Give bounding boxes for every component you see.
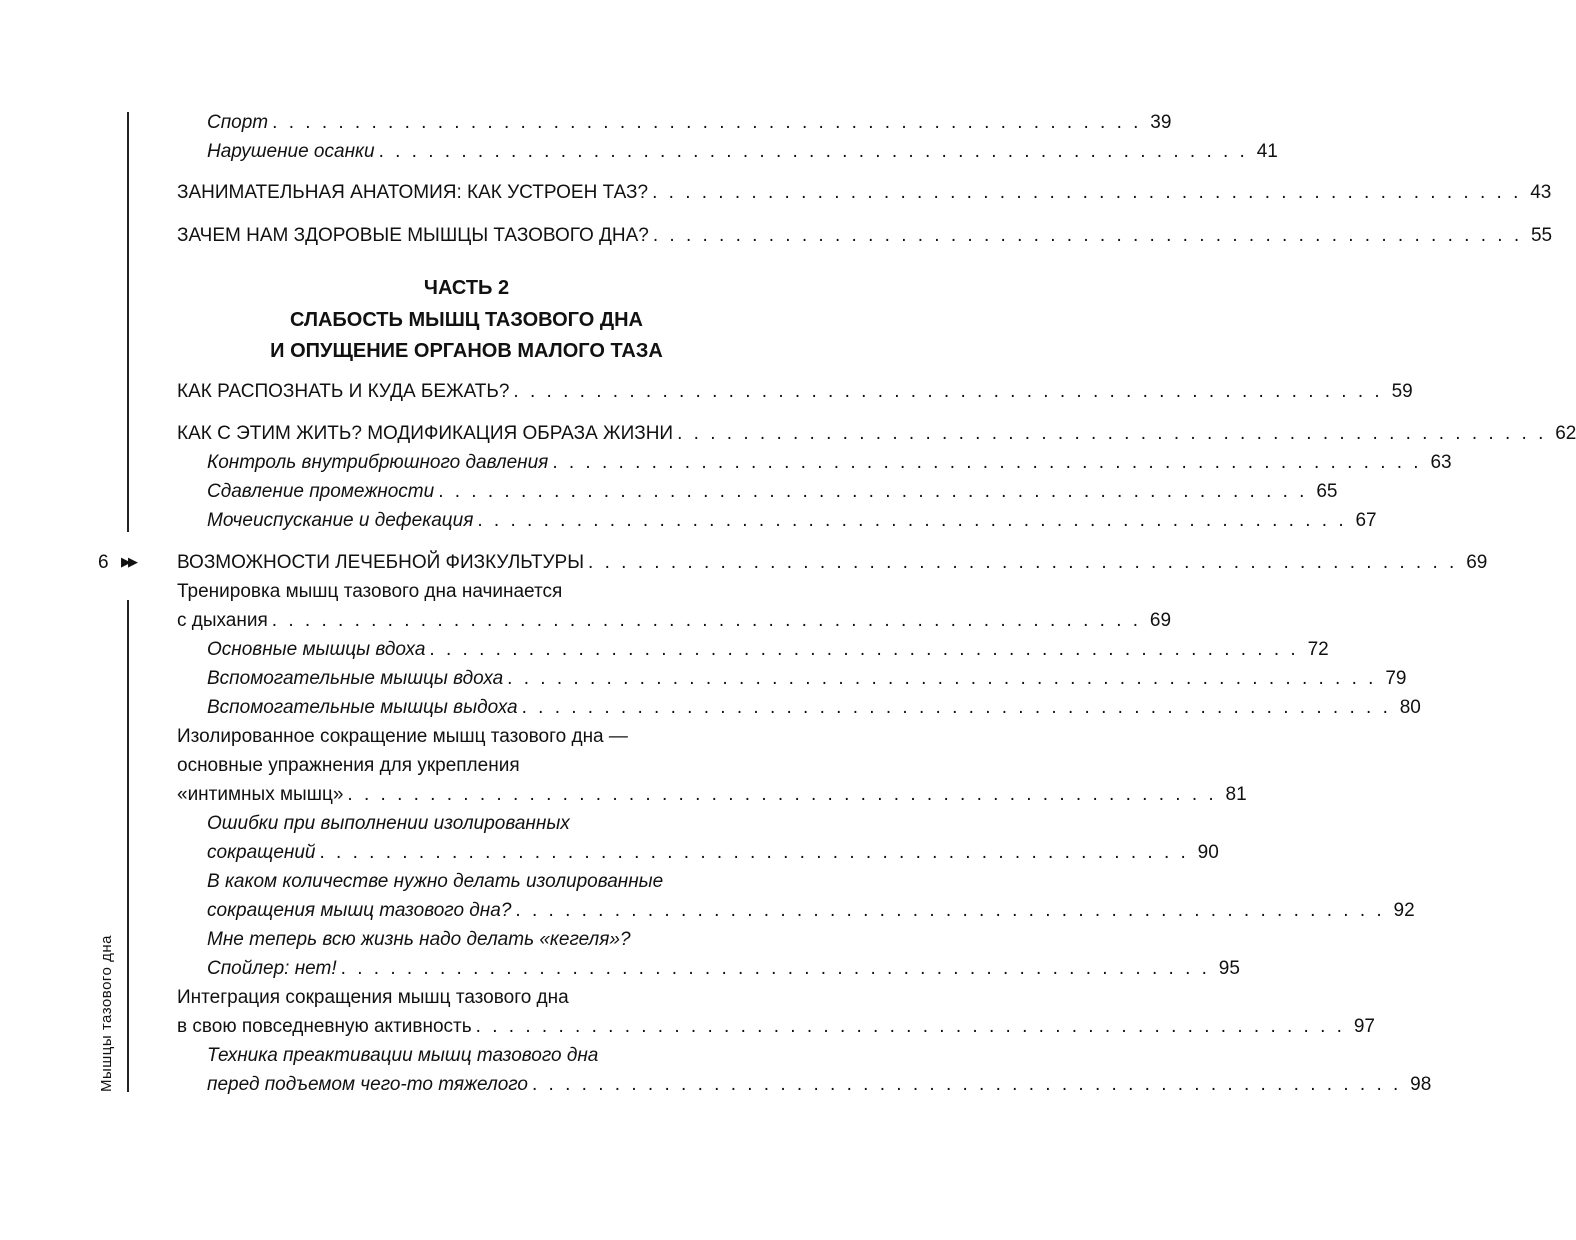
toc-entry-anatomy[interactable]: ЗАНИМАТЕЛЬНАЯ АНАТОМИЯ: КАК УСТРОЕН ТАЗ? . . . . . . . . . . . . . . . . . . . . . . . . . . . . . . . . . . . . . . . . . . . . . . . . . . . . . 43 <box>177 182 1552 203</box>
toc-entry-breathing[interactable]: Тренировка мышц тазового дна начинается с дыхания . . . . . . . . . . . . . . . . . . . . . . . . . . . . . . . . . . . . . . . . . . . . . . . . . . . . . 69 <box>177 581 1172 631</box>
part-heading-title-line2: И ОПУЩЕНИЕ ОРГАНОВ МАЛОГО ТАЗА <box>270 340 663 362</box>
toc-entry-perineum[interactable]: Сдавление промежности . . . . . . . . . . . . . . . . . . . . . . . . . . . . . . . . . . . . . . . . . . . . . . . . . . . . . 65 <box>207 481 1338 502</box>
toc-entry-kegel[interactable]: Мне теперь всю жизнь надо делать «кегеля»? Спойлер: нет! . . . . . . . . . . . . . . . . . . . . . . . . . . . . . . . . . . . . . . . . . . . . . . . . . . . . . 95 <box>207 929 1240 979</box>
toc-entry-inhale-aux[interactable]: Вспомогательные мышцы вдоха . . . . . . . . . . . . . . . . . . . . . . . . . . . . . . . . . . . . . . . . . . . . . . . . . . . . . 79 <box>207 668 1407 689</box>
toc-entry-sport[interactable]: Спорт . . . . . . . . . . . . . . . . . . . . . . . . . . . . . . . . . . . . . . . . . . . . . . . . . . . . . 39 <box>207 112 1172 133</box>
toc-entry-live[interactable]: КАК С ЭТИМ ЖИТЬ? МОДИФИКАЦИЯ ОБРАЗА ЖИЗНИ . . . . . . . . . . . . . . . . . . . . . . . . . . . . . . . . . . . . . . . . . . . . . . . . . . . . . 62 <box>177 423 1576 444</box>
toc-entry-isolated[interactable]: Изолированное сокращение мышц тазового дна — основные упражнения для укрепления «интимных мышц» . . . . . . . . . . . . . . . . . . . . . . . . . . . . . . . . . . . . . . . . . . . . . . . . . . . . . 81 <box>177 726 1247 805</box>
page-number: 6 <box>98 552 109 573</box>
toc-entry-posture[interactable]: Нарушение осанки . . . . . . . . . . . . . . . . . . . . . . . . . . . . . . . . . . . . . . . . . . . . . . . . . . . . . 41 <box>207 141 1278 162</box>
toc-entry-urination[interactable]: Мочеиспускание и дефекация . . . . . . . . . . . . . . . . . . . . . . . . . . . . . . . . . . . . . . . . . . . . . . . . . . . . . 67 <box>207 510 1377 531</box>
toc-entry-why[interactable]: ЗАЧЕМ НАМ ЗДОРОВЫЕ МЫШЦЫ ТАЗОВОГО ДНА? . . . . . . . . . . . . . . . . . . . . . . . . . . . . . . . . . . . . . . . . . . . . . . . . . . . . . 55 <box>177 225 1553 246</box>
margin-rule-top <box>127 112 129 532</box>
toc-entry-lfk[interactable]: ВОЗМОЖНОСТИ ЛЕЧЕБНОЙ ФИЗКУЛЬТУРЫ . . . . . . . . . . . . . . . . . . . . . . . . . . . . . . . . . . . . . . . . . . . . . . . . . . . . . 69 <box>177 552 1488 573</box>
toc-entry-inhale-main[interactable]: Основные мышцы вдоха . . . . . . . . . . . . . . . . . . . . . . . . . . . . . . . . . . . . . . . . . . . . . . . . . . . . . 72 <box>207 639 1329 660</box>
toc-entry-integration[interactable]: Интеграция сокращения мышц тазового дна в свою повседневную активность . . . . . . . . . . . . . . . . . . . . . . . . . . . . . . . . . . . . . . . . . . . . . . . . . . . . . 97 <box>177 987 1375 1037</box>
toc-entry-quantity[interactable]: В каком количестве нужно делать изолированные сокращения мышц тазового дна? . . . . . . . . . . . . . . . . . . . . . . . . . . . . . . . . . . . . . . . . . . . . . . . . . . . . . 92 <box>207 871 1415 921</box>
page-arrows-icon: ▶▶ <box>121 554 135 569</box>
margin-rule-bottom <box>127 600 129 1092</box>
part-heading-number: ЧАСТЬ 2 <box>423 277 510 299</box>
running-side-title: Мышцы тазового дна <box>98 935 115 1092</box>
toc-entry-preactivation[interactable]: Техника преактивации мышц тазового дна перед подъемом чего-то тяжелого . . . . . . . . . . . . . . . . . . . . . . . . . . . . . . . . . . . . . . . . . . . . . . . . . . . . . 98 <box>207 1045 1432 1095</box>
toc-entry-pressure[interactable]: Контроль внутрибрюшного давления . . . . . . . . . . . . . . . . . . . . . . . . . . . . . . . . . . . . . . . . . . . . . . . . . . . . . 63 <box>207 452 1452 473</box>
toc-entry-recognize[interactable]: КАК РАСПОЗНАТЬ И КУДА БЕЖАТЬ? . . . . . . . . . . . . . . . . . . . . . . . . . . . . . . . . . . . . . . . . . . . . . . . . . . . . . 59 <box>177 381 1413 402</box>
toc-entry-errors[interactable]: Ошибки при выполнении изолированных сокращений . . . . . . . . . . . . . . . . . . . . . . . . . . . . . . . . . . . . . . . . . . . . . . . . . . . . . 90 <box>207 813 1219 863</box>
toc-entry-exhale-aux[interactable]: Вспомогательные мышцы выдоха . . . . . . . . . . . . . . . . . . . . . . . . . . . . . . . . . . . . . . . . . . . . . . . . . . . . . 80 <box>207 697 1421 718</box>
part-heading-title-line1: СЛАБОСТЬ МЫШЦ ТАЗОВОГО ДНА <box>290 309 643 331</box>
